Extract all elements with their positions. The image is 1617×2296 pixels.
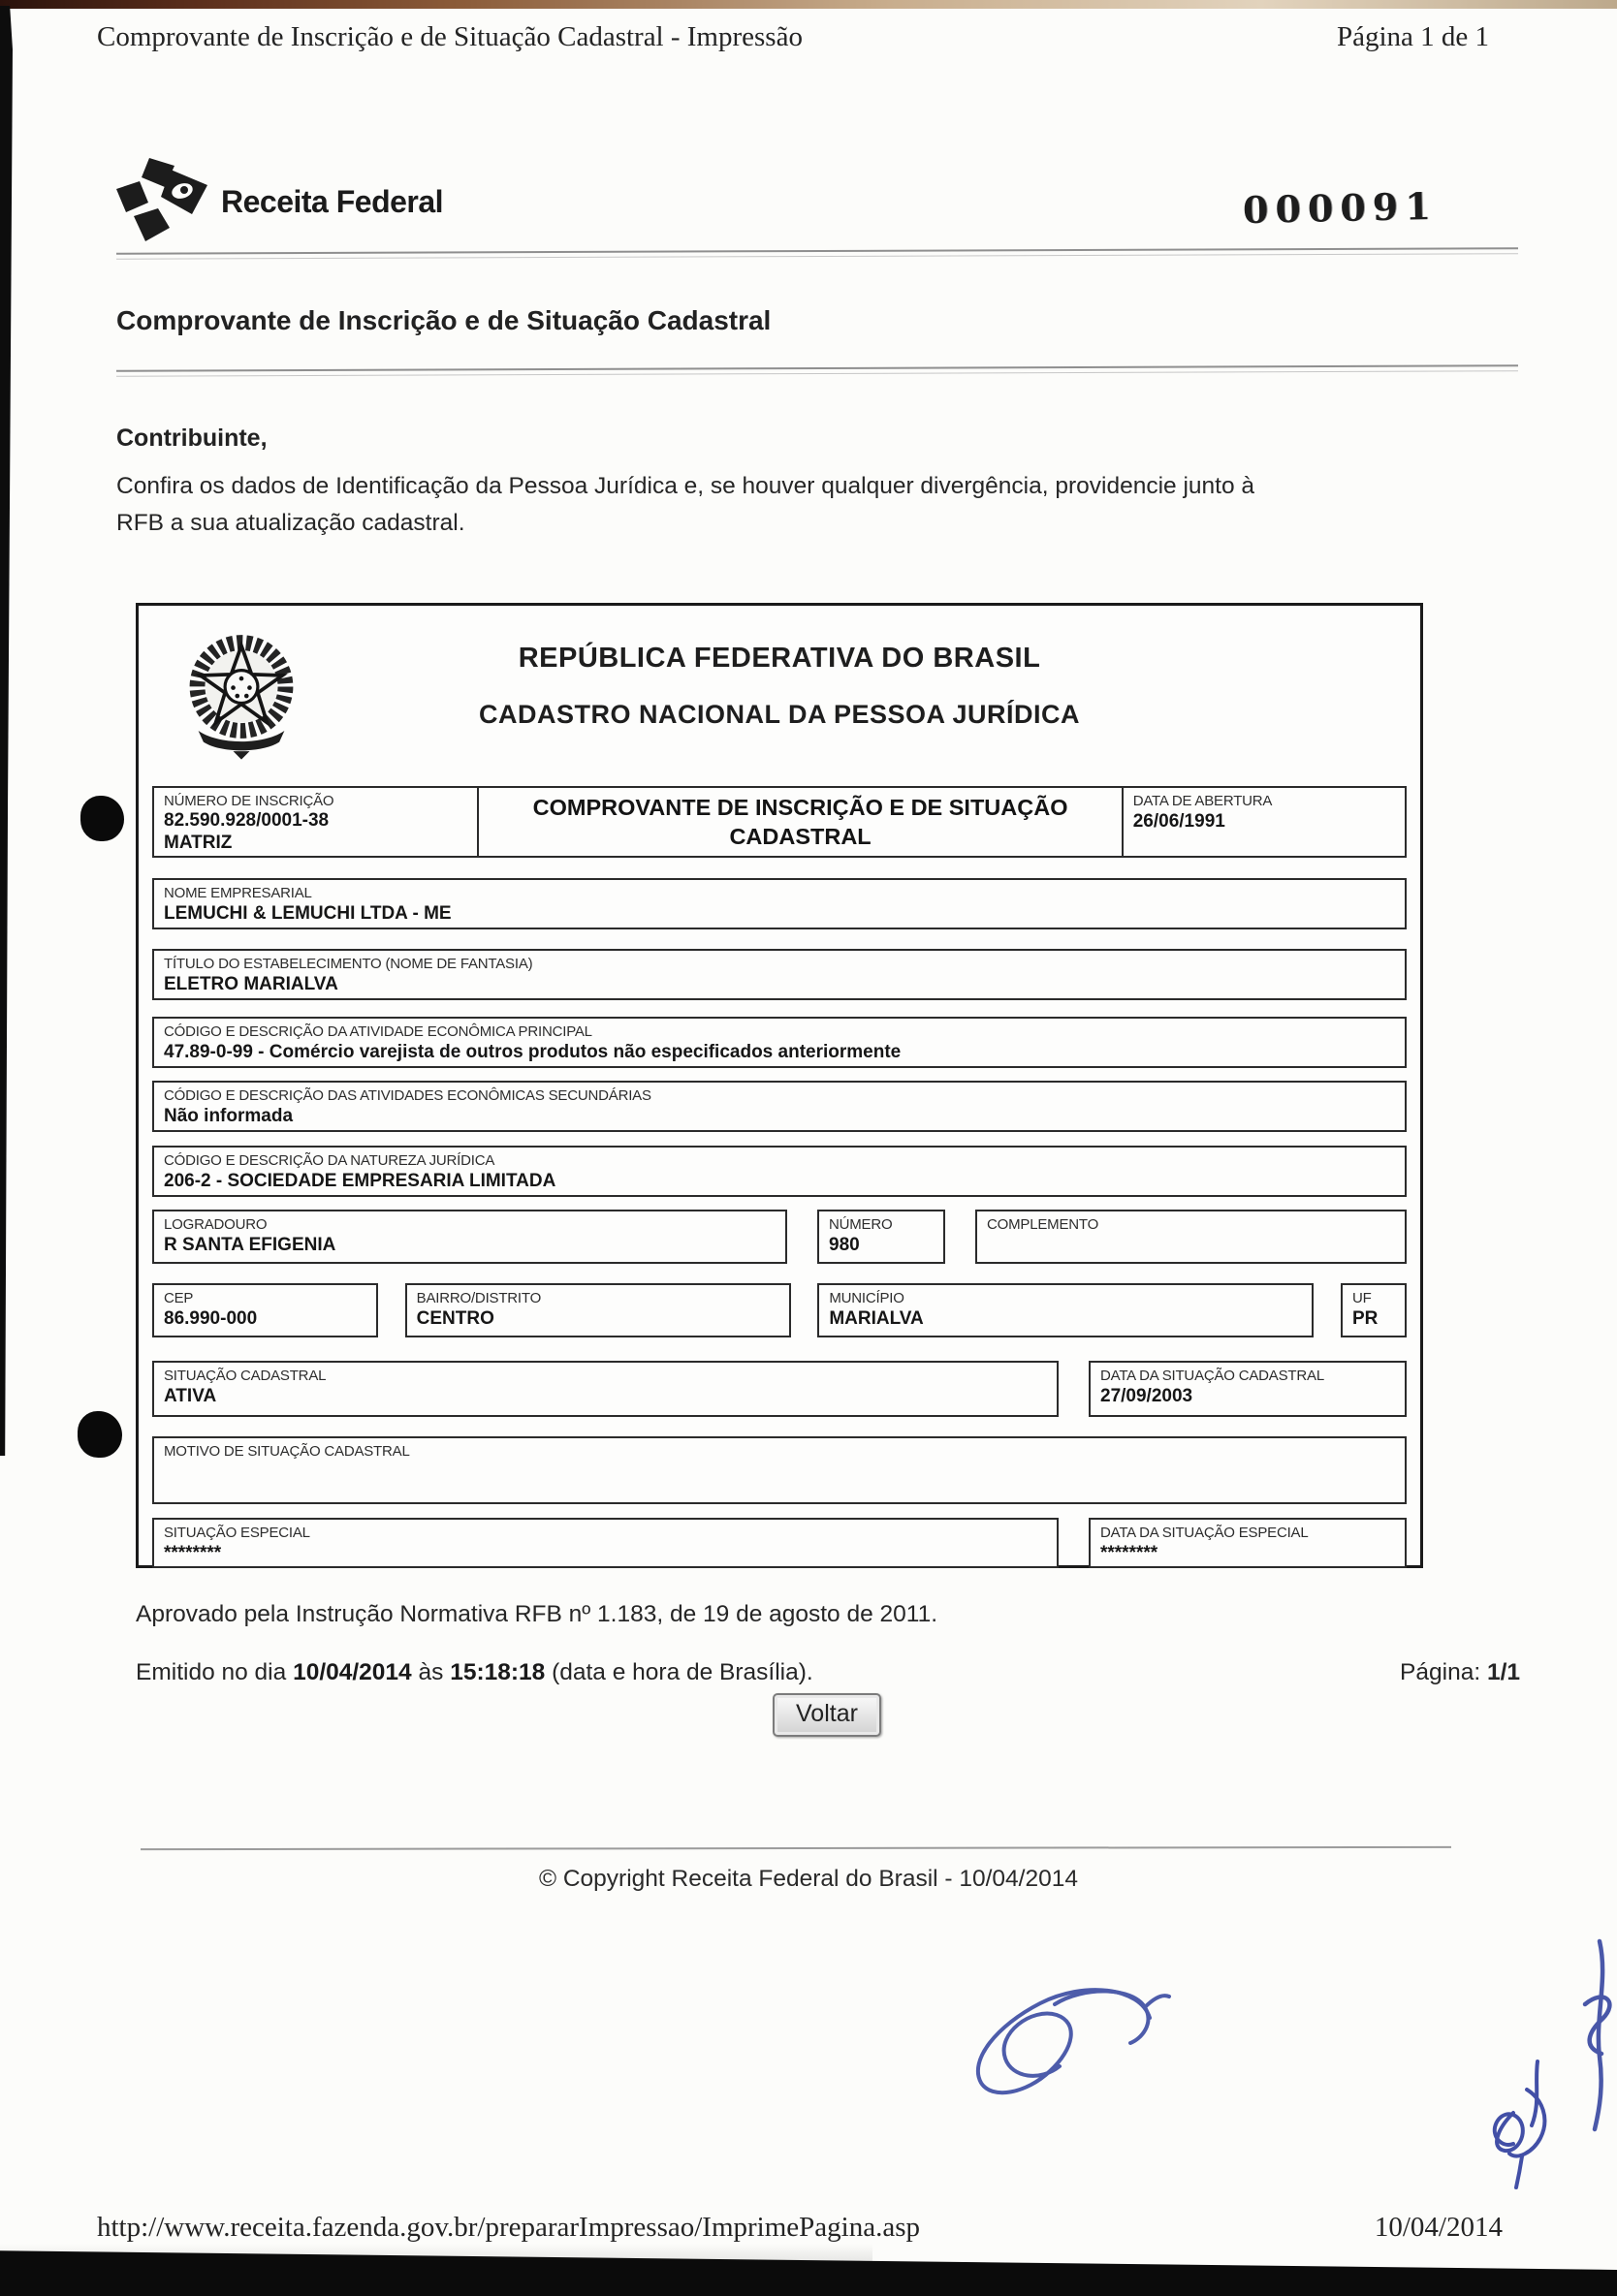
situation-row [152, 1361, 1407, 1417]
print-footer-date: 10/04/2014 [1374, 2212, 1503, 2243]
emitted-line [136, 1659, 813, 1686]
field-label: TÍTULO DO ESTABELECIMENTO (NOME DE FANTASIA) [164, 956, 533, 972]
scan-edge-left [0, 6, 13, 1456]
field-label: COMPLEMENTO [987, 1216, 1099, 1233]
field-value: ELETRO MARIALVA [164, 974, 338, 994]
field-nome-empresarial [152, 878, 1407, 929]
receita-federal-logo-icon [114, 158, 215, 251]
notice-line-2: RFB a sua atualização cadastral. [116, 510, 465, 536]
field-data-abertura [1124, 788, 1405, 856]
field-data-situacao-especial [1089, 1518, 1407, 1568]
field-natureza-juridica [152, 1146, 1407, 1197]
document-stamp-number: 000091 [1242, 183, 1439, 233]
receita-federal-logo [114, 158, 443, 251]
field-label: DATA DE ABERTURA [1132, 793, 1273, 809]
field-label: LOGRADOURO [164, 1216, 268, 1233]
voltar-button[interactable]: Voltar [773, 1693, 881, 1737]
doc-title-line-1: COMPROVANTE DE INSCRIÇÃO E DE SITUAÇÃO [532, 795, 1068, 820]
page-title: Comprovante de Inscrição e de Situação Cadastral [116, 305, 772, 335]
address-row-1 [152, 1210, 1407, 1264]
field-label: CÓDIGO E DESCRIÇÃO DA NATUREZA JURÍDICA [164, 1152, 495, 1169]
certificate-doc-title [479, 788, 1123, 856]
certificate-fields [139, 786, 1420, 1568]
field-value: MARIALVA [829, 1308, 924, 1329]
identification-row [152, 786, 1407, 858]
field-label: MOTIVO DE SITUAÇÃO CADASTRAL [164, 1443, 410, 1460]
brazil-coat-of-arms-icon [170, 627, 313, 763]
field-label: CÓDIGO E DESCRIÇÃO DAS ATIVIDADES ECONÔMICAS SECUNDÁRIAS [164, 1087, 651, 1104]
receita-federal-logo-text: Receita Federal [221, 183, 444, 219]
field-value: CENTRO [416, 1308, 494, 1329]
field-value: 47.89-0-99 - Comércio varejista de outros produtos não especificados anteriormente [164, 1042, 902, 1062]
emitted-middle: às [411, 1659, 451, 1685]
print-footer [97, 2212, 1520, 2244]
field-value-sub: MATRIZ [164, 833, 233, 853]
field-value: 27/09/2003 [1100, 1386, 1193, 1406]
field-label: CÓDIGO E DESCRIÇÃO DA ATIVIDADE ECONÔMICA PRINCIPAL [164, 1023, 592, 1040]
field-logradouro [152, 1210, 787, 1264]
field-value: ATIVA [164, 1386, 217, 1406]
field-cep [152, 1283, 378, 1337]
print-header-page-number: Página 1 de 1 [1336, 21, 1489, 52]
field-titulo-estabelecimento [152, 949, 1407, 1000]
field-motivo-situacao [152, 1436, 1407, 1504]
field-label: BAIRRO/DISTRITO [416, 1290, 542, 1306]
field-value: PR [1351, 1308, 1379, 1329]
special-situation-row [152, 1518, 1407, 1568]
notice-paragraph [116, 468, 1254, 542]
address-row-2 [152, 1283, 1407, 1337]
copyright-text: © Copyright Receita Federal do Brasil - 10/04/2014 [539, 1866, 1078, 1892]
field-value: 82.590.928/0001-38 [164, 810, 330, 831]
field-label: SITUAÇÃO CADASTRAL [164, 1368, 327, 1384]
field-value: ******** [1100, 1543, 1158, 1563]
print-header-title: Comprovante de Inscrição e de Situação Cadastral - Impressão [97, 21, 803, 52]
approval-text: Aprovado pela Instrução Normativa RFB nº 1.183, de 19 de agosto de 2011. [136, 1601, 938, 1627]
signature-right [1495, 2061, 1545, 2187]
scan-edge-top [0, 0, 1617, 9]
field-label: DATA DA SITUAÇÃO ESPECIAL [1100, 1525, 1309, 1541]
field-numero [817, 1210, 945, 1264]
field-value: R SANTA EFIGENIA [164, 1235, 336, 1255]
field-value: 206-2 - SOCIEDADE EMPRESARIA LIMITADA [164, 1171, 556, 1191]
print-header [97, 21, 1520, 53]
field-label: NOME EMPRESARIAL [164, 885, 312, 901]
field-municipio [817, 1283, 1314, 1337]
certificate-registry-title: CADASTRO NACIONAL DA PESSOA JURÍDICA [478, 700, 1081, 729]
field-numero-inscricao [154, 788, 479, 856]
certificate-country-title: REPÚBLICA FEDERATIVA DO BRASIL [518, 643, 1041, 674]
emitted-date: 10/04/2014 [293, 1659, 412, 1685]
page-count-label: Página: [1400, 1659, 1487, 1685]
field-value: 26/06/1991 [1132, 811, 1225, 832]
field-label: DATA DA SITUAÇÃO CADASTRAL [1100, 1368, 1324, 1384]
field-label: UF [1351, 1290, 1372, 1306]
hole-punch-mark [80, 796, 124, 841]
cnpj-certificate-box [136, 603, 1423, 1568]
field-label: MUNICÍPIO [829, 1290, 904, 1306]
notice-line-1: Confira os dados de Identificação da Pessoa Jurídica e, se houver qualquer divergência, providencie junto à [116, 473, 1255, 499]
page-count-value: 1/1 [1486, 1659, 1520, 1685]
field-atividade-principal [152, 1017, 1407, 1068]
field-atividades-secundarias [152, 1081, 1407, 1132]
field-value: 86.990-000 [164, 1308, 258, 1329]
page-count [1400, 1659, 1520, 1686]
emitted-prefix: Emitido no dia [136, 1659, 294, 1685]
field-label: NÚMERO DE INSCRIÇÃO [164, 793, 334, 809]
certificate-header [139, 606, 1420, 786]
field-label: NÚMERO [829, 1216, 893, 1233]
hole-punch-mark [78, 1411, 122, 1458]
signature-edge [1585, 1941, 1609, 2129]
field-value: Não informada [164, 1106, 294, 1126]
signature-center [978, 1990, 1169, 2092]
field-situacao-cadastral [152, 1361, 1059, 1417]
field-data-situacao-cadastral [1089, 1361, 1407, 1417]
field-complemento [975, 1210, 1407, 1264]
field-situacao-especial [152, 1518, 1059, 1568]
field-uf [1341, 1283, 1407, 1337]
emitted-suffix: (data e hora de Brasília). [545, 1659, 813, 1685]
field-bairro [405, 1283, 791, 1337]
divider [141, 1846, 1451, 1850]
field-label: SITUAÇÃO ESPECIAL [164, 1525, 310, 1541]
field-label: CEP [164, 1290, 194, 1306]
field-value: LEMUCHI & LEMUCHI LTDA - ME [164, 903, 452, 924]
divider [116, 364, 1518, 377]
field-value: ******** [164, 1543, 222, 1563]
emitted-time: 15:18:18 [450, 1659, 546, 1685]
field-value: 980 [829, 1235, 860, 1255]
salutation-text: Contribuinte, [116, 425, 268, 452]
doc-title-line-2: CADASTRAL [729, 824, 872, 849]
print-footer-url: http://www.receita.fazenda.gov.br/prepararImpressao/ImprimePagina.asp [97, 2212, 920, 2243]
